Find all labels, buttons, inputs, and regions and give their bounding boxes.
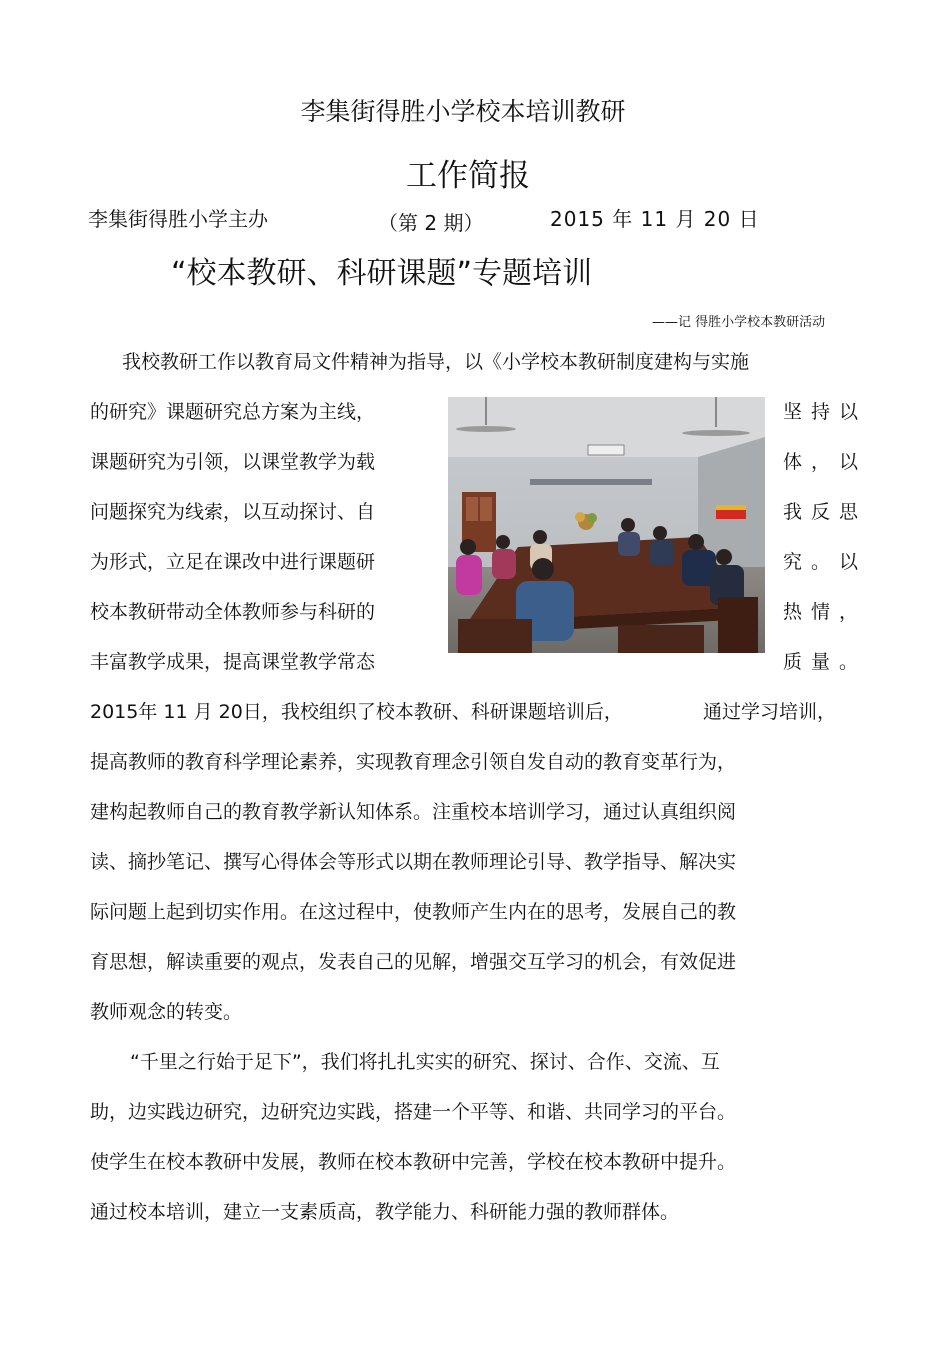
- paragraph1-right-line: 我反思: [783, 501, 868, 523]
- paragraph1-line: 育思想，解读重要的观点，发表自己的见解，增强交互学习的机会，有效促进: [90, 951, 737, 973]
- paragraph1-continuation: 2015年 11 月 20日，我校组织了校本教研、科研课题培训后，: [90, 701, 623, 723]
- paragraph1-right-line: 质量。: [783, 651, 868, 673]
- paragraph1-line: 际问题上起到切实作用。在这过程中，使教师产生内在的思考，发展自己的教: [90, 901, 737, 923]
- newsletter-subtitle: 工作简报: [406, 158, 530, 194]
- issue-number: （第 2 期）: [378, 211, 484, 235]
- paragraph1-right-line: 坚持以: [783, 401, 868, 423]
- paragraph2-line: 通过校本培训，建立一支素质高，教学能力、科研能力强的教师群体。: [90, 1201, 680, 1223]
- issue-date: 2015 年 11 月 20 日: [550, 207, 760, 231]
- paragraph1-line: 读、摘抄笔记、撰写心得体会等形式以期在教师理论引导、教学指导、解决实: [90, 851, 737, 873]
- newsletter-title: 李集街得胜小学校本培训教研: [300, 97, 626, 126]
- paragraph1-left-line: 校本教研带动全体教师参与科研的: [90, 601, 376, 623]
- paragraph1-left-line: 丰富教学成果，提高课堂教学常态: [90, 651, 376, 673]
- paragraph1-line: 建构起教师自己的教育教学新认知体系。注重校本培训学习，通过认真组织阅: [90, 801, 737, 823]
- paragraph1-left-line: 问题探究为线索，以互动探讨、自: [90, 501, 376, 523]
- paragraph1-right-line: 究。以: [783, 551, 868, 573]
- paragraph1-line-1: 我校教研工作以教育局文件精神为指导，以《小学校本教研制度建构与实施: [122, 351, 750, 373]
- paragraph2-line: 助，边实践边研究，边研究边实践，搭建一个平等、和谐、共同学习的平台。: [90, 1101, 737, 1123]
- meeting-photo: [448, 397, 765, 653]
- paragraph1-line: 教师观念的转变。: [90, 1001, 243, 1023]
- paragraph1-right-line: 体，以: [783, 451, 868, 473]
- paragraph1-line: 提高教师的教育科学理论素养，实现教育理念引领自发自动的教育变革行为，: [90, 751, 737, 773]
- paragraph1-left-line: 的研究》课题研究总方案为主线，: [90, 401, 376, 423]
- paragraph1-continuation-tail: 通过学习培训，: [703, 701, 837, 723]
- article-title: “校本教研、科研课题”专题培训: [171, 256, 593, 291]
- paragraph1-left-line: 课题研究为引领，以课堂教学为载: [90, 451, 376, 473]
- paragraph1-left-line: 为形式，立足在课改中进行课题研: [90, 551, 376, 573]
- paragraph2-line: “千里之行始于足下”，我们将扎扎实实的研究、探讨、合作、交流、互: [130, 1051, 720, 1073]
- article-subtitle: ——记 得胜小学校本教研活动: [652, 315, 826, 330]
- organizer: 李集街得胜小学主办: [88, 207, 268, 231]
- paragraph2-line: 使学生在校本教研中发展，教师在校本教研中完善，学校在校本教研中提升。: [90, 1151, 737, 1173]
- paragraph1-right-line: 热情，: [783, 601, 868, 623]
